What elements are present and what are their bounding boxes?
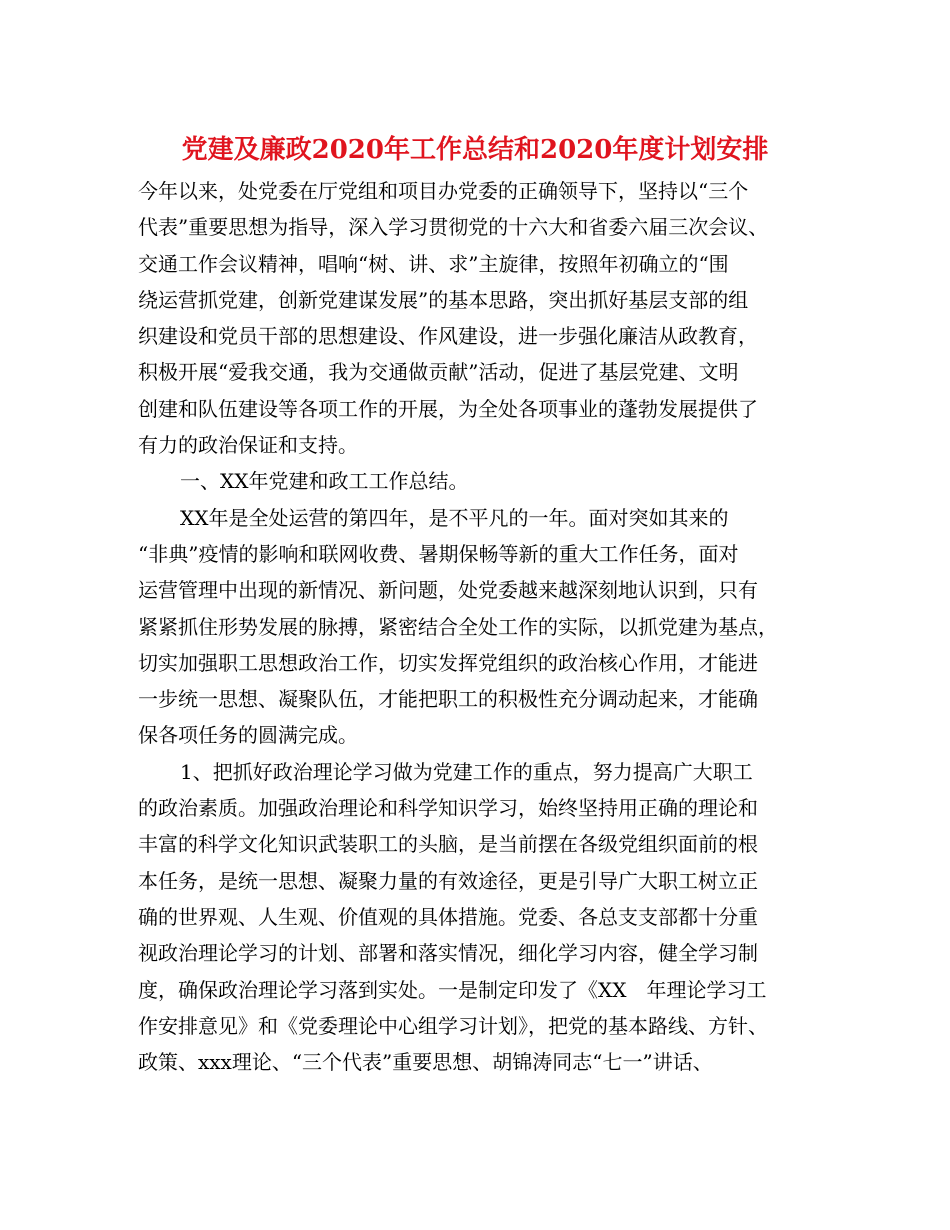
body-text-line: 1、把抓好政治理论学习做为党建工作的重点，努力提高广大职工 bbox=[180, 759, 753, 784]
body-text-line: 今年以来，处党委在厅党组和项目办党委的正确领导下，坚持以“三个 bbox=[138, 179, 749, 203]
body-text-line: 代表”重要思想为指导，深入学习贯彻党的十六大和省委六届三次会议、 bbox=[138, 215, 769, 240]
body-text-line: 有力的政治保证和支持。 bbox=[138, 433, 358, 458]
body-text-line: 度，确保政治理论学习落到实处。一是制定印发了《XX 年理论学习工 bbox=[138, 977, 767, 1002]
body-text-line: 运营管理中出现的新情况、新问题，处党委越来越深刻地认识到，只有 bbox=[138, 578, 758, 603]
body-text-line: 积极开展“爱我交通，我为交通做贡献”活动，促进了基层党建、文明 bbox=[138, 360, 739, 385]
body-text-line: 交通工作会议精神，唱响“树、讲、求”主旋律，按照年初确立的“围 bbox=[138, 251, 729, 276]
body-text-line: 确的世界观、人生观、价值观的具体措施。党委、各总支支部都十分重 bbox=[138, 904, 758, 929]
body-text-line: 织建设和党员干部的思想建设、作风建设，进一步强化廉洁从政教育， bbox=[138, 324, 758, 349]
body-text-line: 政策、xxx理论、“三个代表”重要思想、胡锦涛同志“七一”讲话、 bbox=[138, 1050, 713, 1075]
document-body bbox=[138, 173, 818, 1080]
body-text-line: 丰富的科学文化知识武装职工的头脑，是当前摆在各级党组织面前的根 bbox=[138, 832, 758, 857]
body-text-line: 本任务，是统一思想、凝聚力量的有效途径，更是引导广大职工树立正 bbox=[138, 868, 758, 893]
body-text-line: 视政治理论学习的计划、部署和落实情况，细化学习内容，健全学习制 bbox=[138, 941, 758, 966]
body-text-line: 紧紧抓住形势发展的脉搏，紧密结合全处工作的实际，以抓党建为基点， bbox=[138, 614, 778, 639]
body-text-line: “非典”疫情的影响和联网收费、暑期保畅等新的重大工作任务，面对 bbox=[138, 541, 739, 566]
body-text-line: 切实加强职工思想政治工作，切实发挥党组织的政治核心作用，才能进 bbox=[138, 650, 758, 675]
body-text-line: 创建和队伍建设等各项工作的开展，为全处各项事业的蓬勃发展提供了 bbox=[138, 396, 758, 421]
document-title: 党建及廉政2020年工作总结和2020年度计划安排 bbox=[181, 135, 769, 165]
body-text-line: 作安排意见》和《党委理论中心组学习计划》，把党的基本路线、方针、 bbox=[138, 1013, 768, 1038]
body-text-line: 一、XX年党建和政工工作总结。 bbox=[180, 469, 469, 494]
body-text-line: 一步统一思想、凝聚队伍，才能把职工的积极性充分调动起来，才能确 bbox=[138, 687, 758, 712]
body-text-line: 的政治素质。加强政治理论和科学知识学习，始终坚持用正确的理论和 bbox=[138, 796, 758, 821]
body-text-line: 绕运营抓党建，创新党建谋发展”的基本思路，突出抓好基层支部的组 bbox=[138, 287, 749, 312]
body-text-line: 保各项任务的圆满完成。 bbox=[138, 723, 358, 748]
body-text-line: XX年是全处运营的第四年，是不平凡的一年。面对突如其来的 bbox=[180, 505, 729, 530]
